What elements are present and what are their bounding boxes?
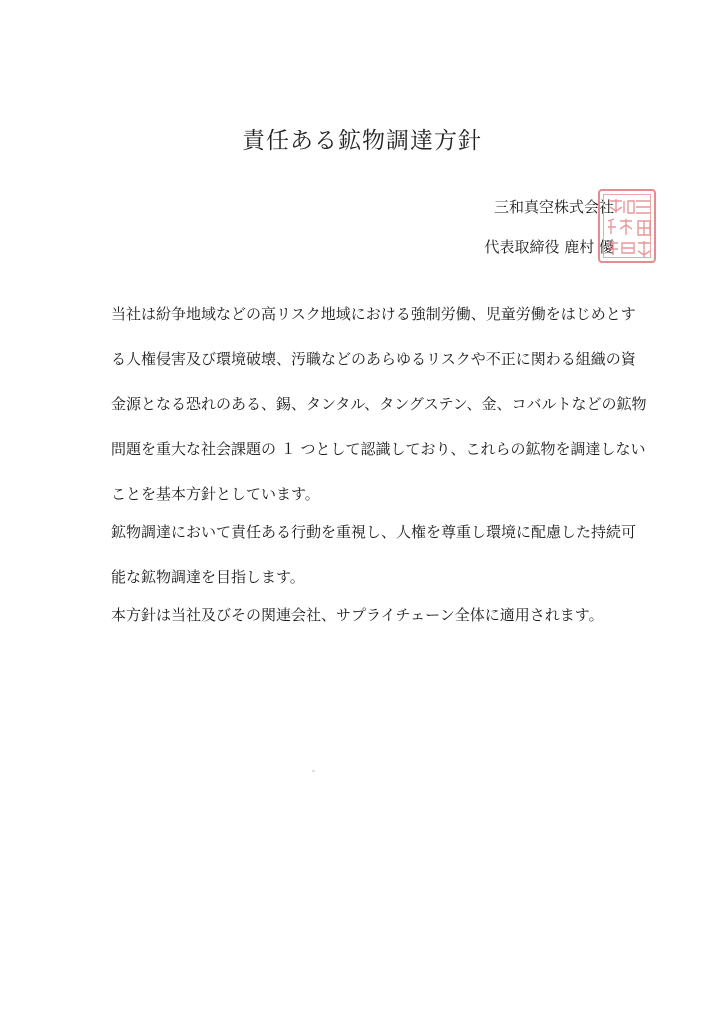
paragraph3-line: 本方針は当社及びその関連会社、サプライチェーン全体に適用されます。: [111, 606, 604, 624]
paragraph1-line: ことを基本方針としています。: [111, 485, 320, 503]
scan-speck: [312, 770, 315, 772]
paragraph1-line: る人権侵害及び環境破壊、汚職などのあらゆるリスクや不正に関わる組織の資: [111, 350, 636, 368]
company-name: 三和真空株式会社: [493, 198, 614, 216]
paragraph1-line: 問題を重大な社会課題の １ つとして認識しており、これらの鉱物を調達しない: [111, 440, 646, 458]
paragraph1-line: 当社は紛争地域などの高リスク地域における強制労働、児童労働をはじめとす: [111, 305, 636, 323]
paragraph2-line: 能な鉱物調達を目指します。: [111, 568, 305, 586]
paragraph2-line: 鉱物調達において責任ある行動を重視し、人権を尊重し環境に配慮した持続可: [111, 523, 637, 541]
representative-name: 代表取締役 鹿村 優: [484, 238, 614, 256]
policy-body: [111, 302, 647, 648]
paragraph1-line: 金源となる恐れのある、錫、タンタル、タングステン、金、コバルトなどの鉱物: [111, 395, 647, 413]
document-title: 責任ある鉱物調達方針: [242, 128, 482, 154]
company-seal-stamp: [598, 189, 656, 263]
seal-glyphs: [600, 191, 658, 265]
